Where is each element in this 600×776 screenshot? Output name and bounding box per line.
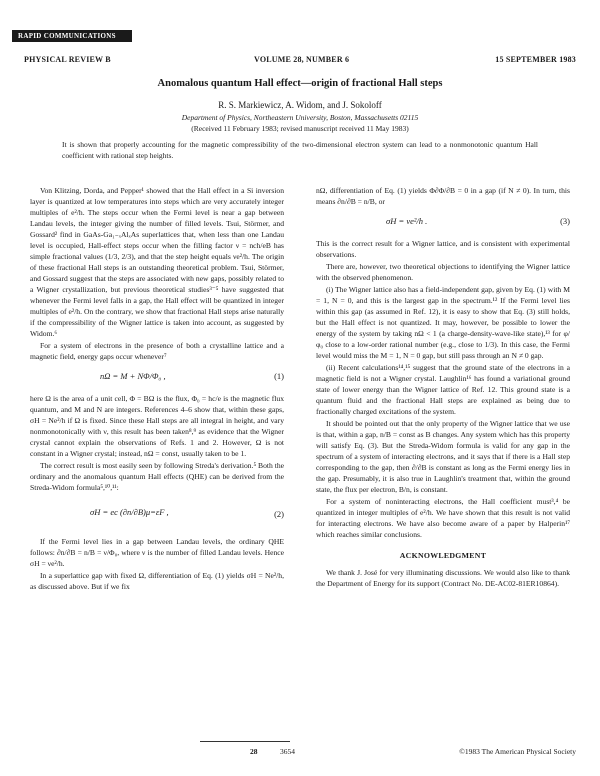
right-column: [316, 185, 570, 590]
equation-number: (3): [560, 216, 570, 226]
body-paragraph: For a system of electrons in the presence of both a crystalline lattice and a magnetic field, energy gaps occur whenever⁷: [30, 341, 284, 361]
rapid-communications-banner: RAPID COMMUNICATIONS: [12, 30, 132, 42]
footer-rule: [200, 741, 290, 742]
body-paragraph: The correct result is most easily seen by following Streda's derivation.⁵ Both the ordinary and the anomalous quantum Hall effects (QHE) can be derived from the Streda-Widom formula⁵,¹⁰,¹¹:: [30, 461, 284, 492]
body-paragraph: It should be pointed out that the only property of the Wigner lattice that we use is that, within a gap, n/B = const as B changes. Any system which has this property will satisfy Eq. (3). But the Streda-Widom formula is valid for any gap in the spectrum of a system of interacting electrons, and it says that if there is a Hall step corresponding to the gap, then ∂/∂B is constant as long as the Fermi energy lies in the gap. Presumably, it is also true in Laughlin's treatment that, within the ground state, the flux per electron, B/n, is constant.: [316, 419, 570, 494]
body-paragraph: nΩ, differentiation of Eq. (1) yields Φ∂Φ/∂B = 0 in a gap (if N ≠ 0). In turn, this means ∂n/∂B = n/B, or: [316, 186, 570, 206]
body-paragraph: here Ω is the area of a unit cell, Φ = BΩ is the flux, Φ₀ = hc/e is the magnetic flux quantum, and M and N are integers. References 4–6 show that, within these gaps, σH = Ne²/h if Ω is fixed. Since these Hall steps are all integral in height, and vary nonmonotonically with ν, this result has been taken⁸,⁹ as evidence that the Wigner crystal cannot explain the observations of Refs. 1 and 2. However, Ω is not constant in a Wigner crystal; instead, nΩ = const, usually taken to be 1.: [30, 394, 284, 458]
equation-expression: nΩ = M + NΦ/Φ₀ ,: [100, 371, 166, 381]
running-header: [24, 55, 576, 67]
acknowledgment-text: We thank J. José for very illuminating discussions. We would also like to thank the Department of Energy for its support (Contract No. DE-AC02-81ER10864).: [316, 568, 570, 588]
body-paragraph: (i) The Wigner lattice also has a field-independent gap, given by Eq. (1) with M = 1, N = 0, and this is the largest gap in the spectrum.¹² If the Fermi level lies within this gap (as assumed in Ref. 12), it is easy to show that Eq. (3) still holds, but the Hall effect is not quantized. It may, however, be possible to lower the energy of the system by taking nΩ < 1 (a charge-density-wave-like state),¹³ for φ/φ₀ close to a low-order rational number (e.g., close to 1/3). In this case, the Fermi level would miss the M = 1, N = 0 gap, but still pass through an N ≠ 0 gap.: [316, 285, 570, 360]
body-paragraph: There are, however, two theoretical objections to identifying the Wigner lattice with the observed phenomenon.: [316, 262, 570, 282]
page-footer: [24, 747, 576, 759]
equation-3: [316, 211, 570, 233]
body-paragraph: Von Klitzing, Dorda, and Pepper¹ showed that the Hall effect in a Si inversion layer is quantized at low temperatures into steps which are very accurately integer multiples of e²/h. The steps occur when the Fermi level is near a gap between Landau levels, the integer giving the number of filled levels. Tsui, Störmer, and Gossard² find in GaAs-Ga₁₋ₓAlₓAs superlattices that, when less than one Landau level is occupied, Hall-effect steps occur when the filling factor ν = nch/eB has simple fractional values (1/3, 2/3), and that the step height equals νe²/h. The origin of these fractional Hall steps is an outstanding theoretical problem. Tsui, Störmer, and Gossard suggest that the steps are associated with new gaps, possibly related to a Wigner crystallization, but previous theoretical studies³⁻⁵ have suggested that whenever the Fermi level falls in a gap, the Hall effect will be quantized in integer multiples of e²/h. On the contrary, we show that fractional Hall steps arise naturally if the compressibility of the Wigner lattice is taken into account, as suggested by Widom.⁶: [30, 186, 284, 338]
body-paragraph: If the Fermi level lies in a gap between Landau levels, the ordinary QHE follows: ∂n/∂B = n/B = ν/Φ₀, where ν is the number of filled Landau levels. Hence σH = νe²/h.: [30, 537, 284, 568]
equation-number: (1): [274, 371, 284, 381]
body-paragraph: For a system of noninteracting electrons, the Hall coefficient must³,⁴ be quantized in integer multiples of e²/h. We have shown that this result is not valid for interacting electrons. We have also become aware of a paper by Halperin¹⁷ which reaches similar conclusions.: [316, 497, 570, 539]
received-dates: (Received 11 February 1983; revised manuscript received 11 May 1983): [191, 124, 409, 133]
acknowledgment-heading: ACKNOWLEDGMENT: [399, 551, 487, 560]
equation-2: [30, 497, 284, 531]
page-number: 3654: [280, 747, 295, 756]
equation-number: (2): [274, 509, 284, 519]
author-list: R. S. Markiewicz, A. Widom, and J. Sokoloff: [218, 100, 382, 110]
paper-title: Anomalous quantum Hall effect—origin of fractional Hall steps: [157, 78, 443, 89]
equation-expression: σH = νe²/h .: [386, 216, 428, 226]
journal-name: PHYSICAL REVIEW B: [24, 55, 111, 64]
affiliation: Department of Physics, Northeastern University, Boston, Massachusetts 02115: [181, 113, 419, 122]
volume-label: 28: [250, 747, 258, 756]
body-paragraph: (ii) Recent calculations¹⁴,¹⁵ suggest that the ground state of the electrons in a magnetic field is not a Wigner crystal. Laughlin¹⁶ has found a variational ground state of lower energy than the Wigner lattice of Ref. 12. This ground state is a quantum fluid and the fractional Hall steps are explained as being due to fractionally charged excitations of the system.: [316, 363, 570, 416]
abstract: It is shown that properly accounting for the magnetic compressibility of the two-dimensional electron system can lead to a nonmonotonic quantum Hall coefficient with rational step heights.: [62, 140, 538, 160]
volume-number: VOLUME 28, NUMBER 6: [254, 55, 350, 64]
issue-date: 15 SEPTEMBER 1983: [495, 55, 576, 64]
equation-expression: σH = ec (∂n/∂B)μ=εF ,: [90, 507, 169, 517]
equation-1: [30, 366, 284, 388]
body-paragraph: This is the correct result for a Wigner lattice, and is consistent with experimental observations.: [316, 239, 570, 259]
copyright: ©1983 The American Physical Society: [459, 747, 576, 756]
left-column: [30, 185, 284, 593]
body-paragraph: In a superlattice gap with fixed Ω, differentiation of Eq. (1) yields σH = Ne²/h, as discussed above. But if we fix: [30, 571, 284, 591]
